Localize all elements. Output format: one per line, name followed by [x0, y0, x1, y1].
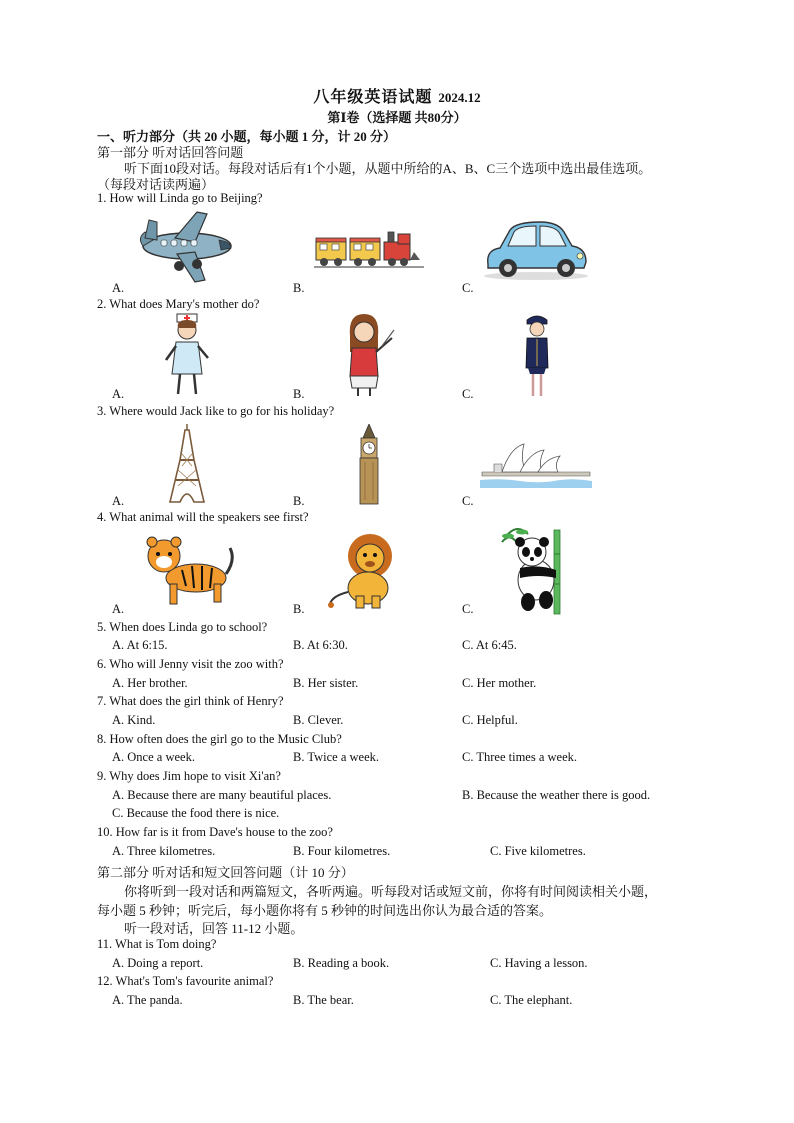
option-b: B. The bear. [293, 993, 354, 1007]
option-a: A. The panda. [112, 993, 183, 1007]
instruction-line: 每小题 5 秒钟；听完后，每小题你将有 5 秒钟的时间选出你认为最合适的答案。 [97, 903, 553, 918]
question-text: 7. What does the girl think of Henry? [97, 694, 284, 708]
car-icon [480, 216, 592, 282]
airplane-icon [135, 208, 239, 286]
question-text: 1. How will Linda go to Beijing? [97, 191, 263, 205]
option-b-label: B. [293, 387, 305, 401]
nurse-icon [160, 312, 214, 398]
part2-title: 第二部分 听对话和短文回答问题（计 10 分） [97, 865, 354, 880]
option-b: B. Because the weather there is good. [462, 788, 651, 802]
question-text: 4. What animal will the speakers see first? [97, 510, 309, 524]
option-a: A. Her brother. [112, 676, 188, 690]
option-b-label: B. [293, 602, 305, 616]
option-a: A. Doing a report. [112, 956, 204, 970]
sydney-opera-house-icon [480, 440, 592, 488]
option-c: C. Having a lesson. [490, 956, 588, 970]
question-text: 8. How often does the girl go to the Music Club? [97, 732, 342, 746]
option-a-label: A. [112, 281, 125, 295]
exam-date: 2024.12 [438, 90, 481, 105]
option-b: B. Twice a week. [293, 750, 380, 764]
option-c: C. Three times a week. [462, 750, 578, 764]
volume-heading: 第Ⅰ卷（选择题 共80分） [327, 110, 467, 125]
option-c: C. The elephant. [490, 993, 573, 1007]
option-b: B. Clever. [293, 713, 344, 727]
option-c: C. At 6:45. [462, 638, 517, 652]
option-c-label: C. [462, 387, 474, 401]
option-a: A. Three kilometres. [112, 844, 216, 858]
question-text: 5. When does Linda go to school? [97, 620, 268, 634]
option-c-label: C. [462, 602, 474, 616]
section-heading: 一、听力部分（共 20 小题，每小题 1 分，计 20 分） [97, 129, 397, 144]
question-text: 2. What does Mary's mother do? [97, 297, 260, 311]
option-c-label: C. [462, 494, 474, 508]
train-icon [314, 228, 424, 270]
panda-icon [498, 524, 572, 616]
question-text: 6. Who will Jenny visit the zoo with? [97, 657, 284, 671]
question-text: 11. What is Tom doing? [97, 937, 217, 951]
option-b: B. Four kilometres. [293, 844, 391, 858]
option-c: C. Five kilometres. [490, 844, 586, 858]
instruction-line: 听下面10段对话。每段对话后有1个小题，从题中所给的A、B、C三个选项中选出最佳选项。 [124, 161, 652, 176]
part1-title: 第一部分 听对话回答问题 [97, 145, 244, 160]
option-b: B. Reading a book. [293, 956, 390, 970]
teacher-icon [340, 312, 396, 398]
exam-title: 八年级英语试题 [313, 89, 433, 106]
page-title [0, 84, 794, 107]
option-c: C. Helpful. [462, 713, 518, 727]
option-a: A. At 6:15. [112, 638, 168, 652]
option-a-label: A. [112, 602, 125, 616]
option-a: A. Kind. [112, 713, 156, 727]
question-text: 9. Why does Jim hope to visit Xi'an? [97, 769, 281, 783]
sub-instruction: 听一段对话，回答 11-12 小题。 [124, 921, 304, 936]
option-b-label: B. [293, 281, 305, 295]
question-text: 3. Where would Jack like to go for his holiday? [97, 404, 335, 418]
option-b-label: B. [293, 494, 305, 508]
option-a: A. Because there are many beautiful places. [112, 788, 332, 802]
option-a-label: A. [112, 494, 125, 508]
big-ben-icon [356, 424, 382, 506]
option-a: A. Once a week. [112, 750, 195, 764]
option-c: C. Her mother. [462, 676, 537, 690]
instruction-line: （每段对话读两遍） [97, 177, 215, 192]
question-text: 12. What's Tom's favourite animal? [97, 974, 274, 988]
option-a-label: A. [112, 387, 125, 401]
eiffel-tower-icon [164, 424, 210, 504]
option-c-label: C. [462, 281, 474, 295]
instruction-line: 你将听到一段对话和两篇短文，各听两遍。听每段对话或短文前，你将有时间阅读相关小题， [124, 884, 658, 899]
lion-icon [328, 530, 404, 610]
tiger-icon [142, 530, 236, 608]
option-b: B. Her sister. [293, 676, 359, 690]
option-b: B. At 6:30. [293, 638, 348, 652]
question-text: 10. How far is it from Dave's house to the zoo? [97, 825, 333, 839]
policewoman-icon [520, 312, 554, 400]
option-c: C. Because the food there is nice. [112, 806, 280, 820]
